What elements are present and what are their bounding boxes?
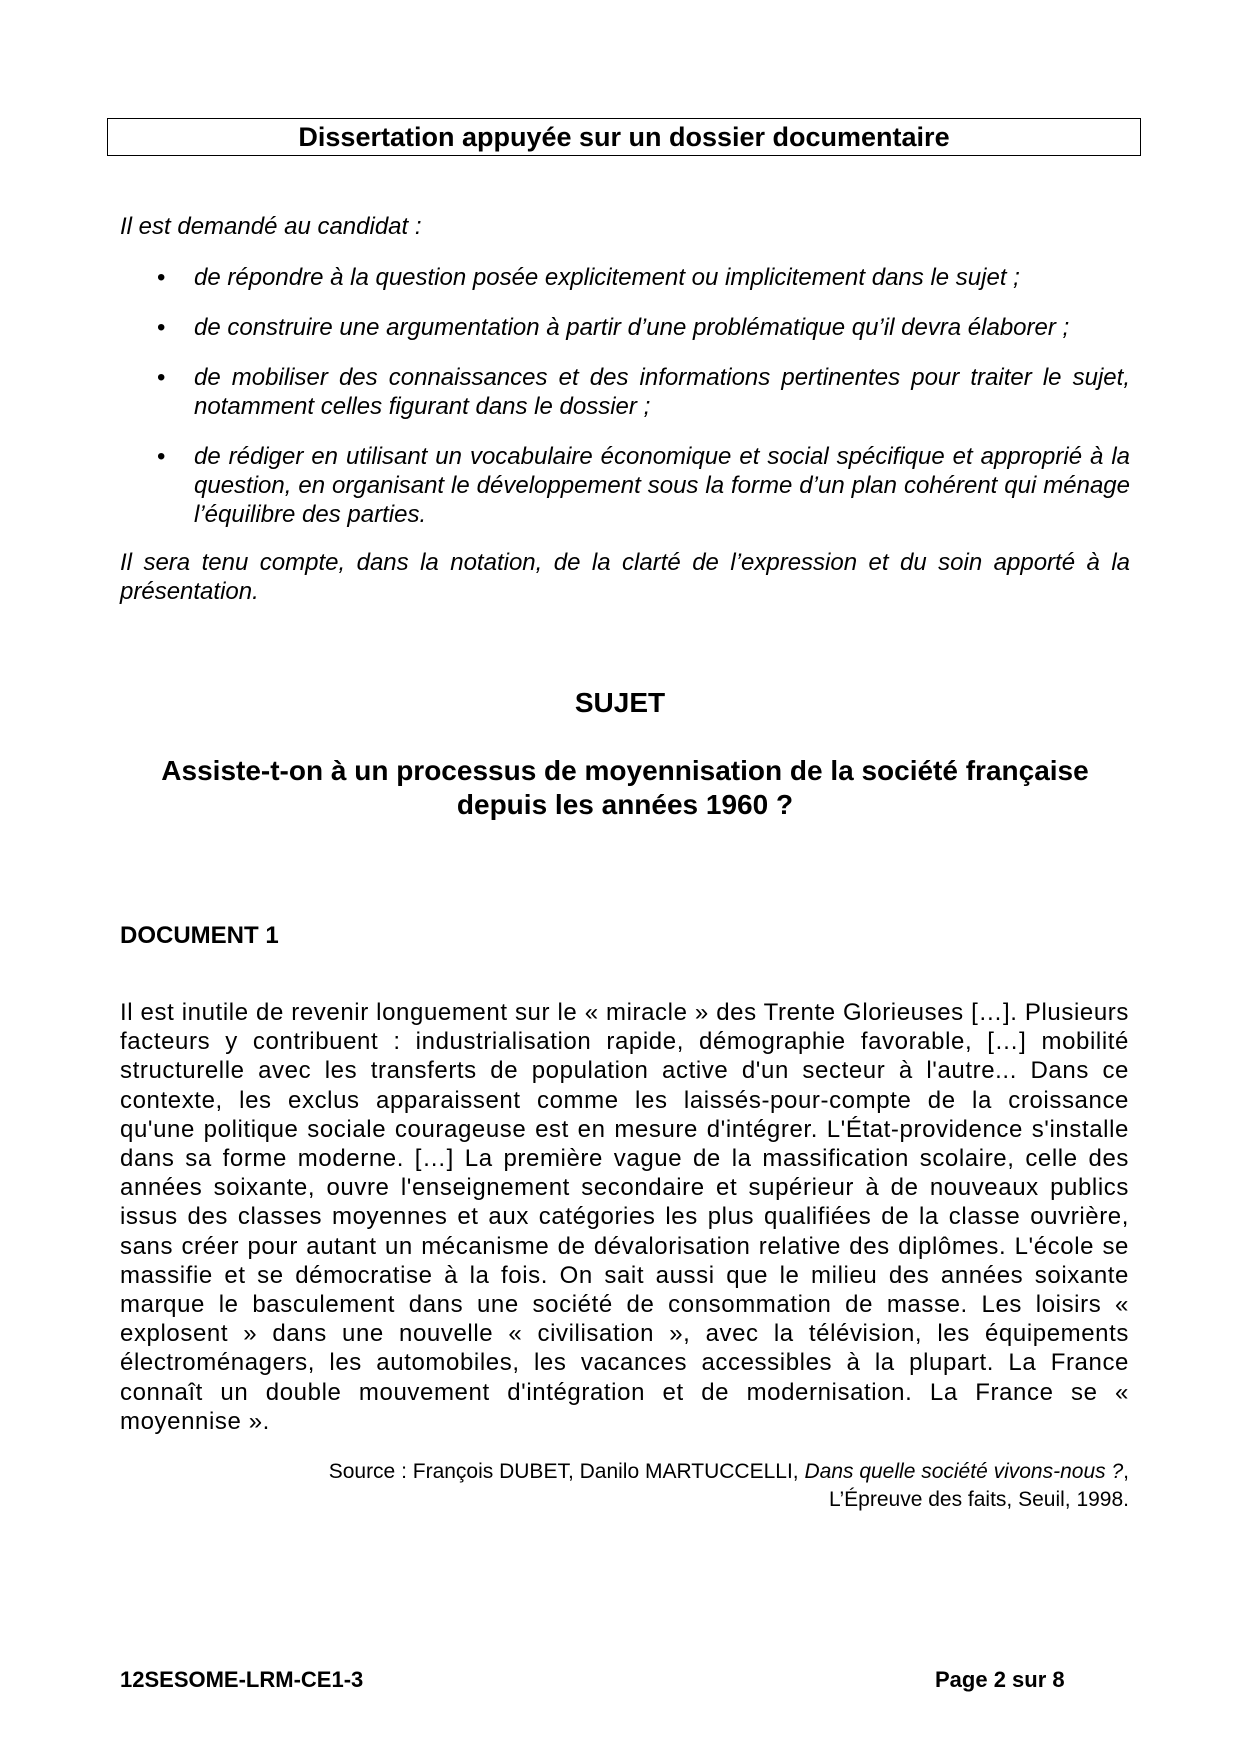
document-title: Dissertation appuyée sur un dossier documentaire	[107, 118, 1141, 156]
document-1-heading: DOCUMENT 1	[120, 922, 279, 949]
instruction-text: de mobiliser des connaissances et des informations pertinentes pour traiter le sujet, notamment celles figurant dans le dossier ;	[194, 364, 1130, 420]
bullet-icon: •	[157, 364, 166, 391]
source-publisher: L’Épreuve des faits, Seuil, 1998.	[828, 1488, 1129, 1511]
instruction-text: de construire une argumentation à partir d’une problématique qu’il devra élaborer ;	[194, 314, 1070, 341]
instruction-text: de rédiger en utilisant un vocabulaire économique et social spécifique et approprié à la question, en organisant le développement sous la forme d’un plan cohérent qui ménage l’équilibre des parties.	[194, 443, 1130, 528]
instruction-item	[120, 442, 1130, 529]
source-title: Dans quelle société vivons-nous ?	[804, 1460, 1124, 1483]
sujet-label: SUJET	[574, 687, 666, 718]
instruction-item	[120, 263, 1130, 292]
document-1-source	[129, 1458, 1129, 1514]
instructions-list	[120, 263, 1130, 529]
instructions-block	[120, 212, 1130, 606]
instructions-intro: Il est demandé au candidat :	[120, 213, 422, 240]
instruction-item	[120, 363, 1130, 421]
instruction-text: de répondre à la question posée explicitement ou implicitement dans le sujet ;	[194, 264, 1020, 291]
document-1-body: Il est inutile de revenir longuement sur le « miracle » des Trente Glorieuses […]. Plusieurs facteurs y contribuent : industrialisation rapide, démographie favorable, […] mobilité structurelle avec les transferts de population active d'un secteur à l'autre... Dans ce contexte, les exclus apparaissent comme les laissés-pour-compte de la croissance qu'une politique sociale courageuse est en mesure d'intégrer. L'État-providence s'installe dans sa forme moderne. […] La première vague de la massification scolaire, celle des années soixante, ouvre l'enseignement secondaire et supérieur à de nouveaux publics issus des classes moyennes et aux catégories les plus qualifiées de la classe ouvrière, sans créer pour autant un mécanisme de dévalorisation relative des diplômes. L'école se massifie et se démocratise à la fois. On sait aussi que le milieu des années soixante marque le basculement dans une société de consommation de masse. Les loisirs « explosent » dans une nouvelle « civilisation », avec la télévision, les équipements électroménagers, les automobiles, les vacances accessibles à la plupart. La France connaît un double mouvement d'intégration et de modernisation. La France se « moyennise ».	[120, 999, 1129, 1435]
footer-page-number: Page 2 sur 8	[935, 1667, 1065, 1692]
instruction-item	[120, 313, 1130, 342]
source-suffix: ,	[1123, 1460, 1129, 1483]
bullet-icon: •	[157, 443, 166, 470]
instructions-note: Il sera tenu compte, dans la notation, de la clarté de l’expression et du soin apporté à la présentation.	[120, 549, 1130, 605]
footer-code: 12SESOME-LRM-CE1-3	[120, 1667, 364, 1692]
bullet-icon: •	[157, 264, 166, 291]
sujet-question: Assiste-t-on à un processus de moyennisation de la société française depuis les années 1960 ?	[161, 755, 1089, 820]
bullet-icon: •	[157, 314, 166, 341]
source-prefix: Source : François DUBET, Danilo MARTUCCELLI,	[328, 1460, 805, 1483]
